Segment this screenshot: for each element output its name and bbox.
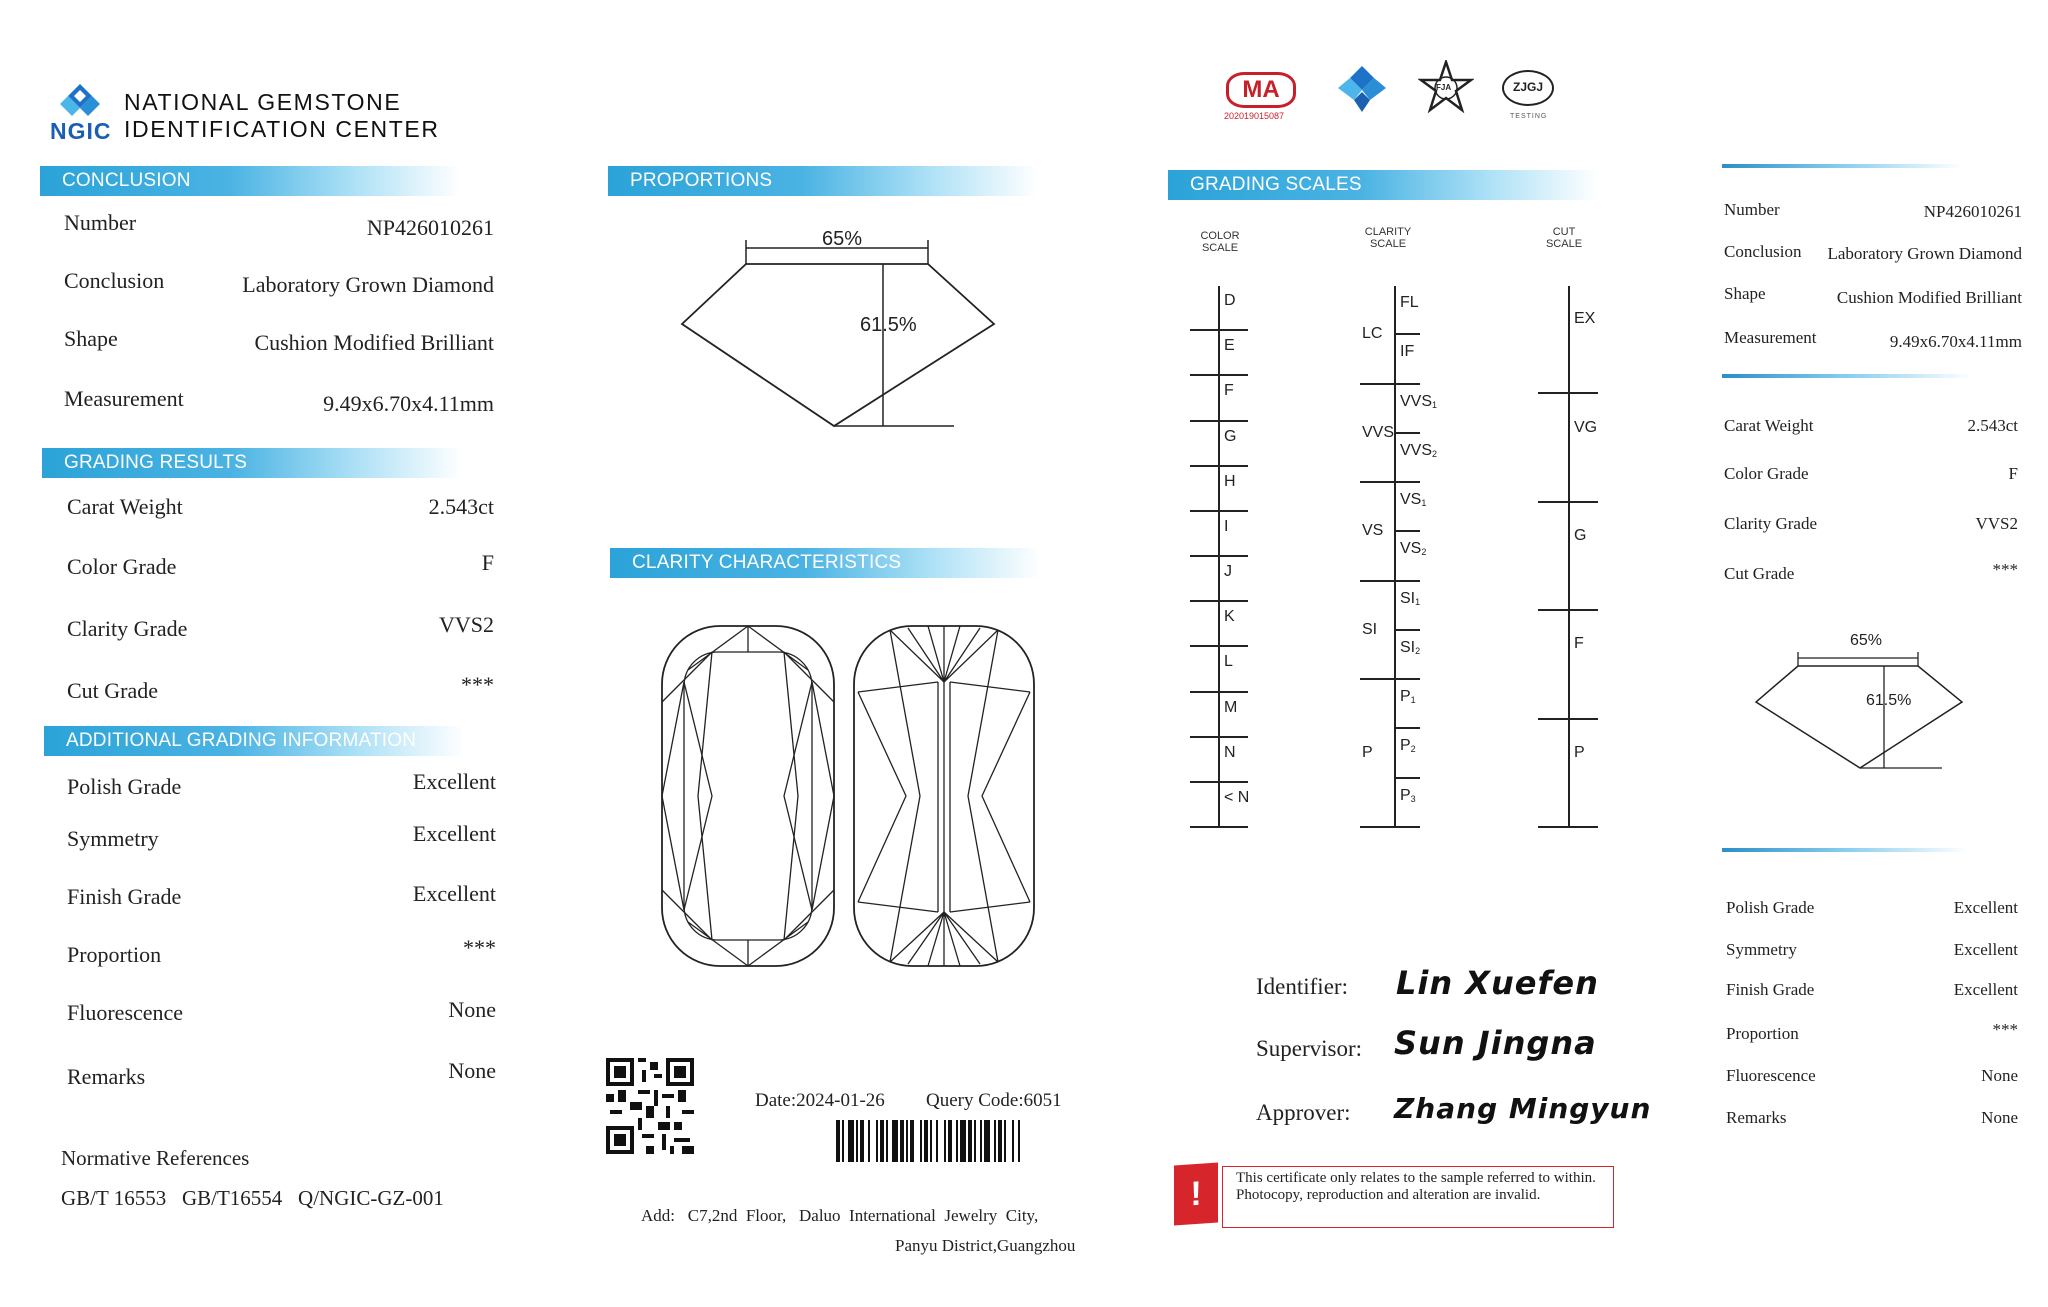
cma-logo [1226,72,1296,108]
color-grade-label: E [1224,337,1235,355]
conclusion-banner: CONCLUSION [40,166,460,196]
summary-row-value: Excellent [1953,940,2018,959]
clarity-group-divider [1360,678,1394,680]
summary-row-label: Fluorescence [1726,1066,1816,1085]
crown-view [662,626,834,966]
cut-scale-tick [1538,718,1598,720]
grading-row-label: Color Grade [67,554,177,579]
summary-row-label: Symmetry [1726,940,1797,959]
ngic-abbr: NGIC [50,118,112,144]
additional-row-label: Remarks [67,1064,146,1089]
summary-row-label: Measurement [1724,328,1817,347]
clarity-group-label: VVS [1362,423,1395,441]
color-grade-label: < N [1224,788,1250,806]
summary-row-label: Finish Grade [1726,980,1815,999]
supervisor-signature: Sun Jingna [1394,1024,1597,1062]
additional-row-label: Finish Grade [67,884,182,909]
summary-row-label: Conclusion [1724,242,1802,261]
clarity-characteristics-banner: CLARITY CHARACTERISTICS [610,548,1040,578]
conclusion-row-value: NP426010261 [366,215,494,240]
fja-logo-text: FJA [1436,83,1452,92]
proportions-depth-percent: 61.5% [860,314,917,336]
query-code: Query Code:6051 [926,1090,1062,1111]
ngic-diamond-logo-icon [48,84,112,120]
additional-grading-banner: ADDITIONAL GRADING INFORMATION [44,726,464,756]
cut-grade-label: EX [1574,310,1596,328]
address-line2: Panyu District,Guangzhou [895,1236,1076,1255]
cut-scale-tick [1538,501,1598,503]
summary-divider-2 [1722,374,1972,378]
additional-row-value: Excellent [412,769,496,794]
color-grade-label: H [1224,472,1236,490]
color-grade-label: F [1224,382,1234,400]
clarity-scale-title: CLARITY SCALE [1364,226,1412,250]
color-scale-tick [1190,510,1248,512]
summary-row-value: None [1981,1066,2018,1085]
clarity-scale-tick [1394,333,1420,335]
additional-row-label: Polish Grade [67,774,182,799]
clarity-group-divider [1360,481,1394,483]
barcode[interactable] [836,1120,1080,1162]
clarity-scale-tick [1394,629,1420,631]
clarity-group-divider [1360,383,1394,385]
clarity-scale-tick [1394,826,1420,828]
cma-number: 202019015087 [1224,111,1285,121]
summary-row-value: Laboratory Grown Diamond [1827,244,2022,263]
clarity-scale-tick [1394,727,1420,729]
additional-row-label: Fluorescence [67,1000,184,1025]
color-scale-tick [1190,781,1248,783]
summary-row-value: Cushion Modified Brilliant [1836,288,2022,307]
proportions-diagram [660,220,1020,440]
cut-scale-title: CUT SCALE [1545,226,1583,250]
summary-row-value: VVS2 [1975,514,2018,533]
cma-logo-text: MA [1242,76,1280,103]
summary-row-label: Proportion [1726,1024,1799,1043]
summary-row-label: Remarks [1726,1108,1787,1127]
color-grade-label: I [1224,517,1229,535]
grading-row-value: VVS2 [438,612,494,637]
clarity-grade-label: P3 [1400,786,1416,804]
additional-row-label: Symmetry [67,826,159,851]
summary-row-label: Carat Weight [1724,416,1814,435]
cut-grade-label: F [1574,635,1584,653]
color-grade-label: G [1224,427,1237,445]
clarity-scale-tick [1394,383,1420,385]
cut-grade-label: VG [1574,418,1598,436]
summary-row-label: Color Grade [1724,464,1809,483]
clarity-grade-label: P1 [1400,688,1416,706]
supervisor-label: Supervisor: [1256,1036,1363,1061]
address-line1: Add: C7,2nd Floor, Daluo International Jewelry City, [641,1206,1039,1225]
additional-row-value: Excellent [412,881,496,906]
clarity-grade-label: VS1 [1400,491,1427,509]
color-scale-tick [1190,420,1248,422]
clarity-scale-tick [1394,777,1420,779]
identifier-label: Identifier: [1256,974,1348,999]
clarity-grade-label: FL [1400,294,1419,311]
color-scale-axis [1218,286,1220,828]
clarity-scale-tick [1394,580,1420,582]
notice-text: This certificate only relates to the sample referred to within. Photocopy, reproduction and alteration are invalid. [1236,1170,1596,1203]
conclusion-row-label: Shape [64,326,118,351]
color-grade-label: M [1224,698,1238,716]
grading-row-value: 2.543ct [428,494,494,519]
clarity-grade-label: P2 [1400,737,1416,755]
cut-scale-tick [1538,609,1598,611]
summary-row-label: Number [1724,200,1780,219]
zjgj-logo [1502,70,1554,106]
grading-row-label: Cut Grade [67,678,159,703]
clarity-plot-diagram [658,622,1038,970]
clarity-group-label: P [1362,744,1373,762]
color-scale-tick [1190,645,1248,647]
conclusion-row-value: Cushion Modified Brilliant [254,330,494,355]
summary-row-value: Excellent [1953,898,2018,917]
grading-row-value: *** [461,672,494,697]
summary-row-label: Polish Grade [1726,898,1815,917]
clarity-scale-axis [1394,286,1396,828]
summary-row-value: 2.543ct [1967,416,2018,435]
additional-row-value: None [448,1058,496,1083]
color-scale-tick [1190,736,1248,738]
summary-row-value: 9.49x6.70x4.11mm [1889,332,2022,351]
cut-grade-label: P [1574,743,1585,761]
grading-row-value: F [481,550,494,575]
clarity-group-label: VS [1362,522,1384,540]
pavilion-view [854,626,1034,966]
notice-box [1174,1164,1614,1230]
approver-label: Approver: [1256,1100,1351,1125]
zjgj-logo-text: ZJGJ [1512,80,1543,94]
clarity-group-label: LC [1362,325,1383,343]
summary-depth-percent: 61.5% [1866,692,1912,709]
summary-table-percent: 65% [1850,632,1883,649]
org-name-line1: NATIONAL GEMSTONE [124,89,402,115]
conclusion-row-label: Number [64,210,137,235]
clarity-group-divider [1360,826,1394,828]
color-scale-tick [1190,465,1248,467]
summary-row-value: *** [1992,1020,2018,1039]
diamond-profile-outline [682,264,994,426]
conclusion-row-value: 9.49x6.70x4.11mm [323,391,494,416]
conclusion-row-label: Conclusion [64,268,165,293]
clarity-grade-label: VVS1 [1400,392,1438,410]
cut-scale-tick [1538,826,1598,828]
color-grade-label: N [1224,743,1236,761]
summary-divider-1 [1722,164,1962,168]
clarity-scale-tick [1394,432,1420,434]
grading-row-label: Carat Weight [67,494,183,519]
additional-row-value: Excellent [412,821,496,846]
clarity-scale-tick [1394,530,1420,532]
color-grade-label: J [1224,563,1232,580]
additional-row-value: None [448,997,496,1022]
clarity-grade-label: SI2 [1400,638,1421,656]
conclusion-row-value: Laboratory Grown Diamond [242,272,494,297]
clarity-group-divider [1360,580,1394,582]
clarity-scale-tick [1394,481,1420,483]
clarity-grade-label: VS2 [1400,540,1427,558]
warning-icon: ! [1174,1162,1218,1225]
approver-signature: Zhang Mingyun [1394,1092,1652,1125]
ngic-accreditation-logo-icon [1332,66,1392,118]
summary-proportions-diagram [1752,630,1970,780]
color-grade-label: L [1224,653,1233,671]
org-name-line2: IDENTIFICATION CENTER [124,116,440,142]
proportions-banner: PROPORTIONS [608,166,1038,196]
color-grade-label: K [1224,608,1235,626]
cut-grade-label: G [1574,527,1587,544]
normative-references-list: GB/T 16553 GB/T16554 Q/NGIC-GZ-001 [61,1186,444,1210]
color-scale-tick [1190,600,1248,602]
summary-row-label: Shape [1724,284,1766,303]
conclusion-row-label: Measurement [64,386,184,411]
color-scale-tick [1190,555,1248,557]
summary-row-label: Cut Grade [1724,564,1795,583]
summary-row-value: F [2008,464,2018,483]
summary-row-value: *** [1992,560,2018,579]
certificate-date: Date:2024-01-26 [755,1090,885,1111]
proportions-table-percent: 65% [822,228,863,250]
clarity-scale-tick [1394,678,1420,680]
color-scale-title: COLOR SCALE [1200,230,1240,254]
summary-row-value: None [1981,1108,2018,1127]
color-scale-tick [1190,329,1248,331]
additional-row-value: *** [463,935,496,960]
color-scale-tick [1190,374,1248,376]
clarity-grade-label: VVS2 [1400,441,1438,459]
clarity-grade-label: IF [1400,343,1415,361]
color-scale-tick [1190,691,1248,693]
grading-row-label: Clarity Grade [67,616,188,641]
clarity-group-label: SI [1362,620,1378,638]
summary-row-value: Excellent [1953,980,2018,999]
grading-results-banner: GRADING RESULTS [42,448,462,478]
color-grade-label: D [1224,292,1236,309]
testing-text: TESTING [1510,113,1548,120]
normative-references-title: Normative References [61,1146,250,1170]
identifier-signature: Lin Xuefen [1396,964,1599,1002]
summary-row-label: Clarity Grade [1724,514,1817,533]
color-scale-tick [1190,826,1248,828]
cut-scale-tick [1538,392,1598,394]
qr-code[interactable] [606,1058,694,1154]
grading-scales-banner: GRADING SCALES [1168,170,1598,200]
summary-divider-3 [1722,848,1968,852]
clarity-grade-label: SI1 [1400,589,1421,607]
cut-scale-axis [1568,286,1570,828]
additional-row-label: Proportion [67,942,162,967]
summary-row-value: NP426010261 [1923,202,2022,221]
